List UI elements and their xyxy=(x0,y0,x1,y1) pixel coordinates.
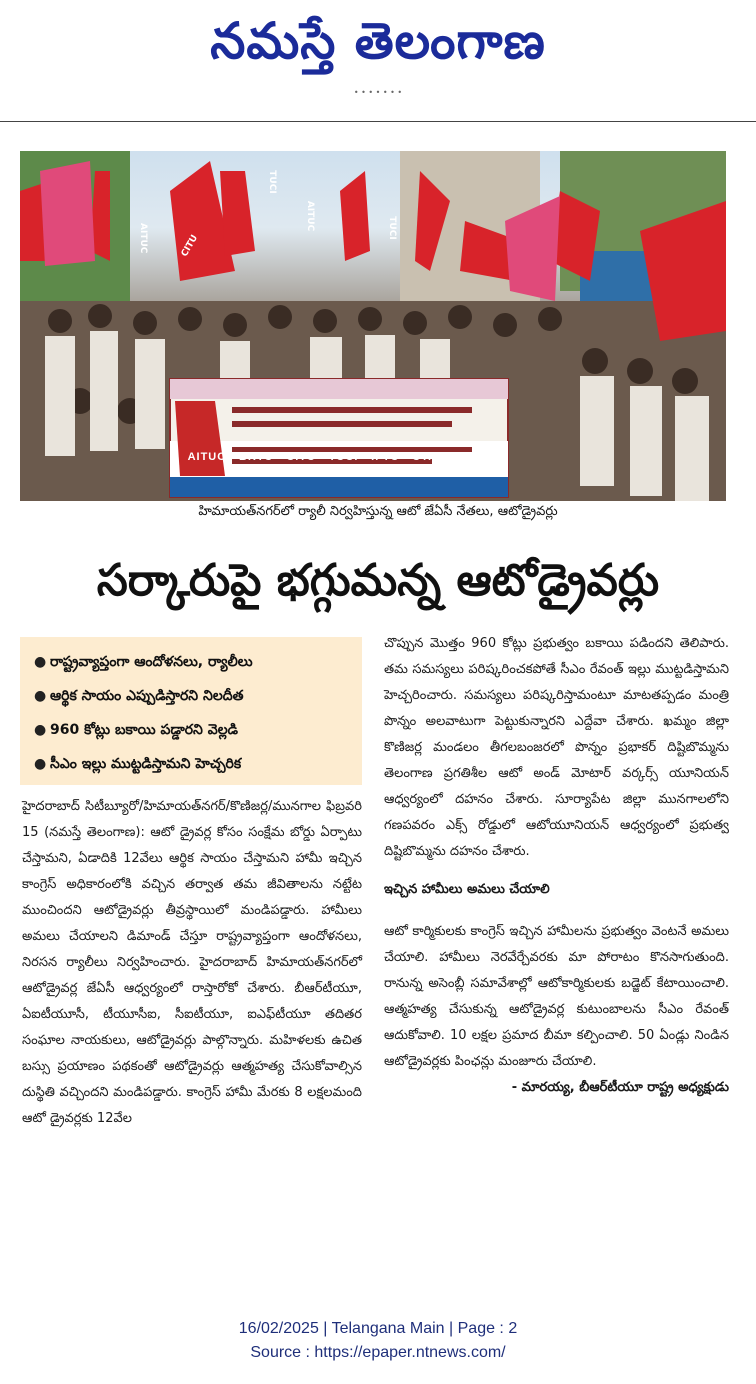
footer-edition-info: 16/02/2025 | Telangana Main | Page : 2 xyxy=(238,1320,518,1337)
highlight-item: ● సీఎం ఇల్లు ముట్టడిస్తామని హెచ్చరిక xyxy=(34,747,362,781)
article-subheading: ఇచ్చిన హామీలు అమలు చేయాలి xyxy=(384,882,550,897)
flag-label: CITU xyxy=(179,233,201,259)
highlight-item: ● రాష్ట్రవ్యాప్తంగా ఆందోళనలు, ర్యాలీలు xyxy=(34,645,362,679)
rally-photo-illustration xyxy=(20,151,726,501)
masthead xyxy=(0,0,756,122)
bullet-icon: ● xyxy=(34,756,47,772)
highlights-box xyxy=(20,637,362,785)
article-body-right: చొప్పున మొత్తం 960 కోట్లు ప్రభుత్వం బకాయి పడిందని తెలిపారు. తమ సమస్యలు పరిష్కరించకపోతే సీఎం రేవంత్ ఇల్లు ముట్టడిస్తామని హెచ్చరించారు. సమస్యలు పరిష్కరిస్తామంటూ మాటతప్పడం మంత్రి పొన్నం అలవాటుగా పెట్టుకున్నారని ఎద్దేవా చేశారు. ఖమ్మం జిల్లా కొణిజర్ల మండలం తీగలబంజరలో పొన్నం ప్రభాకర్ దిష్టిబొమ్మను తెలంగాణ ప్రగతిశీల ఆటో అండ్ మోటార్ వర్కర్స్ యూనియన్ ఆధ్వర్యంలో దహనం చేశారు. సూర్యాపేట జిల్లా మునగాలలోని గణపవరం ఎక్స్ రోడ్డులో ఆటోయూనియన్ ఆధ్వర్యంలో ప్రభుత్వ దిష్టిబొమ్మను దహనం చేశారు. xyxy=(384,636,729,859)
footer-source-link[interactable]: Source : https://epaper.ntnews.com/ xyxy=(250,1344,506,1361)
rally-photo xyxy=(20,151,726,501)
masthead-divider xyxy=(0,121,756,122)
quote-attribution: - మారయ్య, బీఆర్‌టీయూ రాష్ట్ర అధ్యక్షుడు xyxy=(511,1080,729,1095)
article-body-left: హైదరాబాద్ సిటీబ్యూరో/హిమాయత్‌నగర్/కొణిజర్ల/మునగాల ఫిబ్రవరి 15 (నమస్తే తెలంగాణ): ఆటో డ్రైవర్ల కోసం సంక్షేమ బోర్డు ఏర్పాటు చేస్తామని, ఏడాదికి 12వేలు ఆర్థిక సాయం చేస్తామని హామీ ఇచ్చిన కాంగ్రెస్ అధికారంలోకి వచ్చిన తర్వాత తమ జీవితాలను నట్టేట ముంచిందని ఆటోడ్రైవర్లు తీవ్రస్థాయిలో మండిపడ్డారు. హామీలు అమలు చేయాలని డిమాండ్ చేస్తూ రాష్ట్రవ్యాప్తంగా ఆందోళనలు, నిరసన ర్యాలీలు నిర్వహించారు. హైదరాబాద్ హిమాయత్‌నగర్‌లో ఆటోడ్రైవర్ల జేఏసీ ఆధ్వర్యంలో రాస్తారోకో చేశారు. బీఆర్‌టీయూ, ఏఐటీయూసీ, టీయూసీఐ, సీఐటీయూ, ఐఎఫ్‌టీయూ తదితర సంఘాల నాయకులు, ఆటోడ్రైవర్లు పాల్గొన్నారు. మహిళలకు ఉచిత బస్సు ప్రయాణం పథకంతో ఆటోడ్రైవర్లు ఆత్మహత్య చేసుకోవాల్సిన దుస్థితి వచ్చిందని మండిపడ్డారు. కాంగ్రెస్ హామీ మేరకు 8 లక్షలమంది ఆటో డ్రైవర్లకు 12వేల xyxy=(22,799,362,1126)
bullet-icon: ● xyxy=(34,722,47,738)
highlight-item: ● 960 కోట్లు బకాయి పడ్డారని వెల్లడి xyxy=(34,713,362,747)
masthead-logo: నమస్తే తెలంగాణ xyxy=(210,12,546,70)
flag-label: AITUC xyxy=(138,223,148,254)
photo-caption: హిమాయత్‌నగర్‌లో ర్యాలీ నిర్వహిస్తున్న ఆటో జేఏసీ నేతలు, ఆటోడ్రైవర్లు xyxy=(198,504,558,519)
flag-label: TUCI xyxy=(267,170,277,194)
masthead-ornament: • • • • • • • xyxy=(353,88,403,97)
highlight-item: ● ఆర్థిక సాయం ఎప్పుడిస్తారని నిలదీత xyxy=(34,679,362,713)
banner-union-names: AITUC - BRTU - CITU - TUCI - IFTU - UTAWU - TAD xyxy=(187,451,495,463)
flag-label: AITUC xyxy=(305,200,315,232)
headline: సర్కారుపై భగ్గుమన్న ఆటోడ్రైవర్లు xyxy=(96,555,660,606)
bullet-icon: ● xyxy=(34,688,47,704)
article-quote: ఆటో కార్మికులకు కాంగ్రెస్ ఇచ్చిన హామీలను ప్రభుత్వం వెంటనే అమలు చేయాలి. హామీలు నెరవేర్చేవరకు మా పోరాటం కొనసాగుతుంది. రానున్న అసెంబ్లీ సమావేశాల్లో ఆటోకార్మికులకు బడ్జెట్ కేటాయించాలి. ఆత్మహత్య చేసుకున్న ఆటోడ్రైవర్ల కుటుంబాలను సీఎం రేవంత్ ఆదుకోవాలి. 10 లక్షల ప్రమాద బీమా కల్పించాలి. 50 ఏండ్లు నిండిన ఆటోడ్రైవర్లకు పింఛన్లు మంజూరు చేయాలి. xyxy=(384,924,729,1069)
article-left-column xyxy=(22,794,362,1132)
page-footer xyxy=(0,1317,756,1365)
article-right-column xyxy=(384,631,729,1101)
flag-label: TUCI xyxy=(387,216,397,240)
bullet-icon: ● xyxy=(34,654,47,670)
